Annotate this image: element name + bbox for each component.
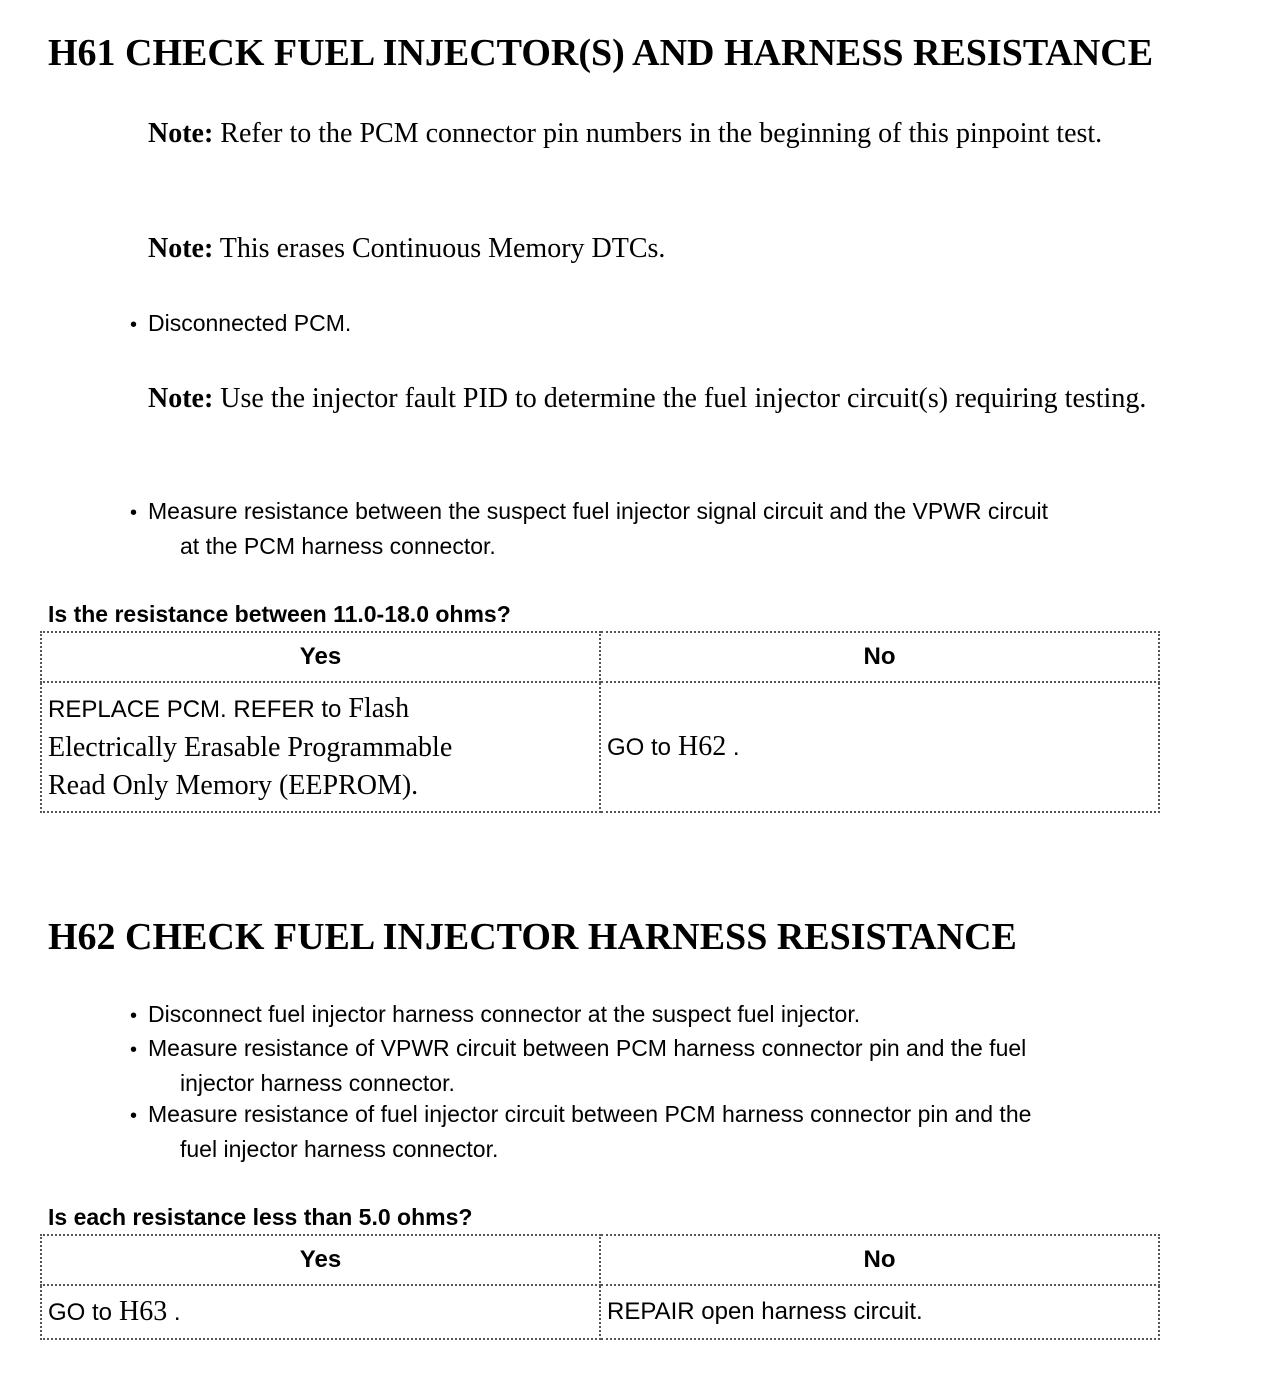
h62-step-disconnect-harness <box>130 998 1245 1033</box>
h61-note-erase-dtcs <box>148 229 1248 268</box>
step-text-continued: at the PCM harness connector. <box>180 533 496 559</box>
note-text: Refer to the PCM connector pin numbers in the beginning of this pinpoint test. <box>213 118 1103 149</box>
flash-eeprom-link[interactable]: Electrically Erasable Programmable <box>48 731 453 763</box>
yes-header: Yes <box>41 632 600 682</box>
h62-link[interactable]: H62 <box>671 730 727 762</box>
h62-question: Is each resistance less than 5.0 ohms? <box>48 1204 473 1230</box>
table-header-row <box>41 632 1159 682</box>
yes-action: GO to <box>48 1298 113 1326</box>
h62-step-measure-injector-circuit <box>130 1098 1245 1166</box>
yes-header: Yes <box>41 1235 600 1285</box>
no-header: No <box>600 1235 1159 1285</box>
h63-link[interactable]: H63 <box>112 1295 168 1327</box>
step-text: Disconnect fuel injector harness connector at the suspect fuel injector. <box>148 1001 861 1027</box>
table-row <box>41 682 1159 812</box>
yes-action: REPLACE PCM. REFER to <box>48 695 342 723</box>
note-label: Note: <box>148 118 214 149</box>
no-cell <box>600 682 1159 812</box>
bullet-icon: • <box>130 314 138 336</box>
h61-step-disconnect-pcm <box>130 307 1245 342</box>
no-cell: REPAIR open harness circuit. <box>600 1285 1159 1339</box>
step-text: Disconnected PCM. <box>148 310 352 336</box>
table-row <box>41 1285 1159 1339</box>
table-header-row <box>41 1235 1159 1285</box>
yes-cell <box>41 1285 600 1339</box>
h61-result-table <box>40 631 1160 813</box>
h61-title: H61 CHECK FUEL INJECTOR(S) AND HARNESS RESISTANCE <box>48 32 1154 74</box>
note-text: This erases Continuous Memory DTCs. <box>213 233 666 264</box>
note-label: Note: <box>148 383 214 414</box>
flash-eeprom-link[interactable]: Read Only Memory (EEPROM). <box>48 769 419 801</box>
h61-note-pin-numbers <box>148 114 1248 153</box>
bullet-icon: • <box>130 1105 138 1127</box>
step-text: Measure resistance between the suspect fuel injector signal circuit and the VPWR circuit <box>148 498 1048 524</box>
h62-result-table <box>40 1234 1160 1340</box>
h61-step-measure-resistance <box>130 495 1245 563</box>
h61-question: Is the resistance between 11.0-18.0 ohms? <box>48 601 511 627</box>
flash-eeprom-link[interactable]: Flash <box>341 692 410 724</box>
h61-note-fault-pid <box>148 379 1248 418</box>
step-text: Measure resistance of fuel injector circuit between PCM harness connector pin and the <box>148 1101 1032 1127</box>
period: . <box>167 1298 181 1326</box>
h62-step-measure-vpwr <box>130 1032 1245 1100</box>
no-action: GO to <box>607 733 672 761</box>
note-text: Use the injector fault PID to determine the fuel injector circuit(s) requiring testing. <box>213 383 1147 414</box>
no-header: No <box>600 632 1159 682</box>
period: . <box>726 733 740 761</box>
step-text-continued: fuel injector harness connector. <box>180 1136 499 1162</box>
yes-cell <box>41 682 600 812</box>
h62-title: H62 CHECK FUEL INJECTOR HARNESS RESISTANCE <box>48 916 1017 958</box>
bullet-icon: • <box>130 1039 138 1061</box>
note-label: Note: <box>148 233 214 264</box>
bullet-icon: • <box>130 1005 138 1027</box>
bullet-icon: • <box>130 502 138 524</box>
step-text: Measure resistance of VPWR circuit between PCM harness connector pin and the fuel <box>148 1035 1027 1061</box>
step-text-continued: injector harness connector. <box>180 1070 455 1096</box>
